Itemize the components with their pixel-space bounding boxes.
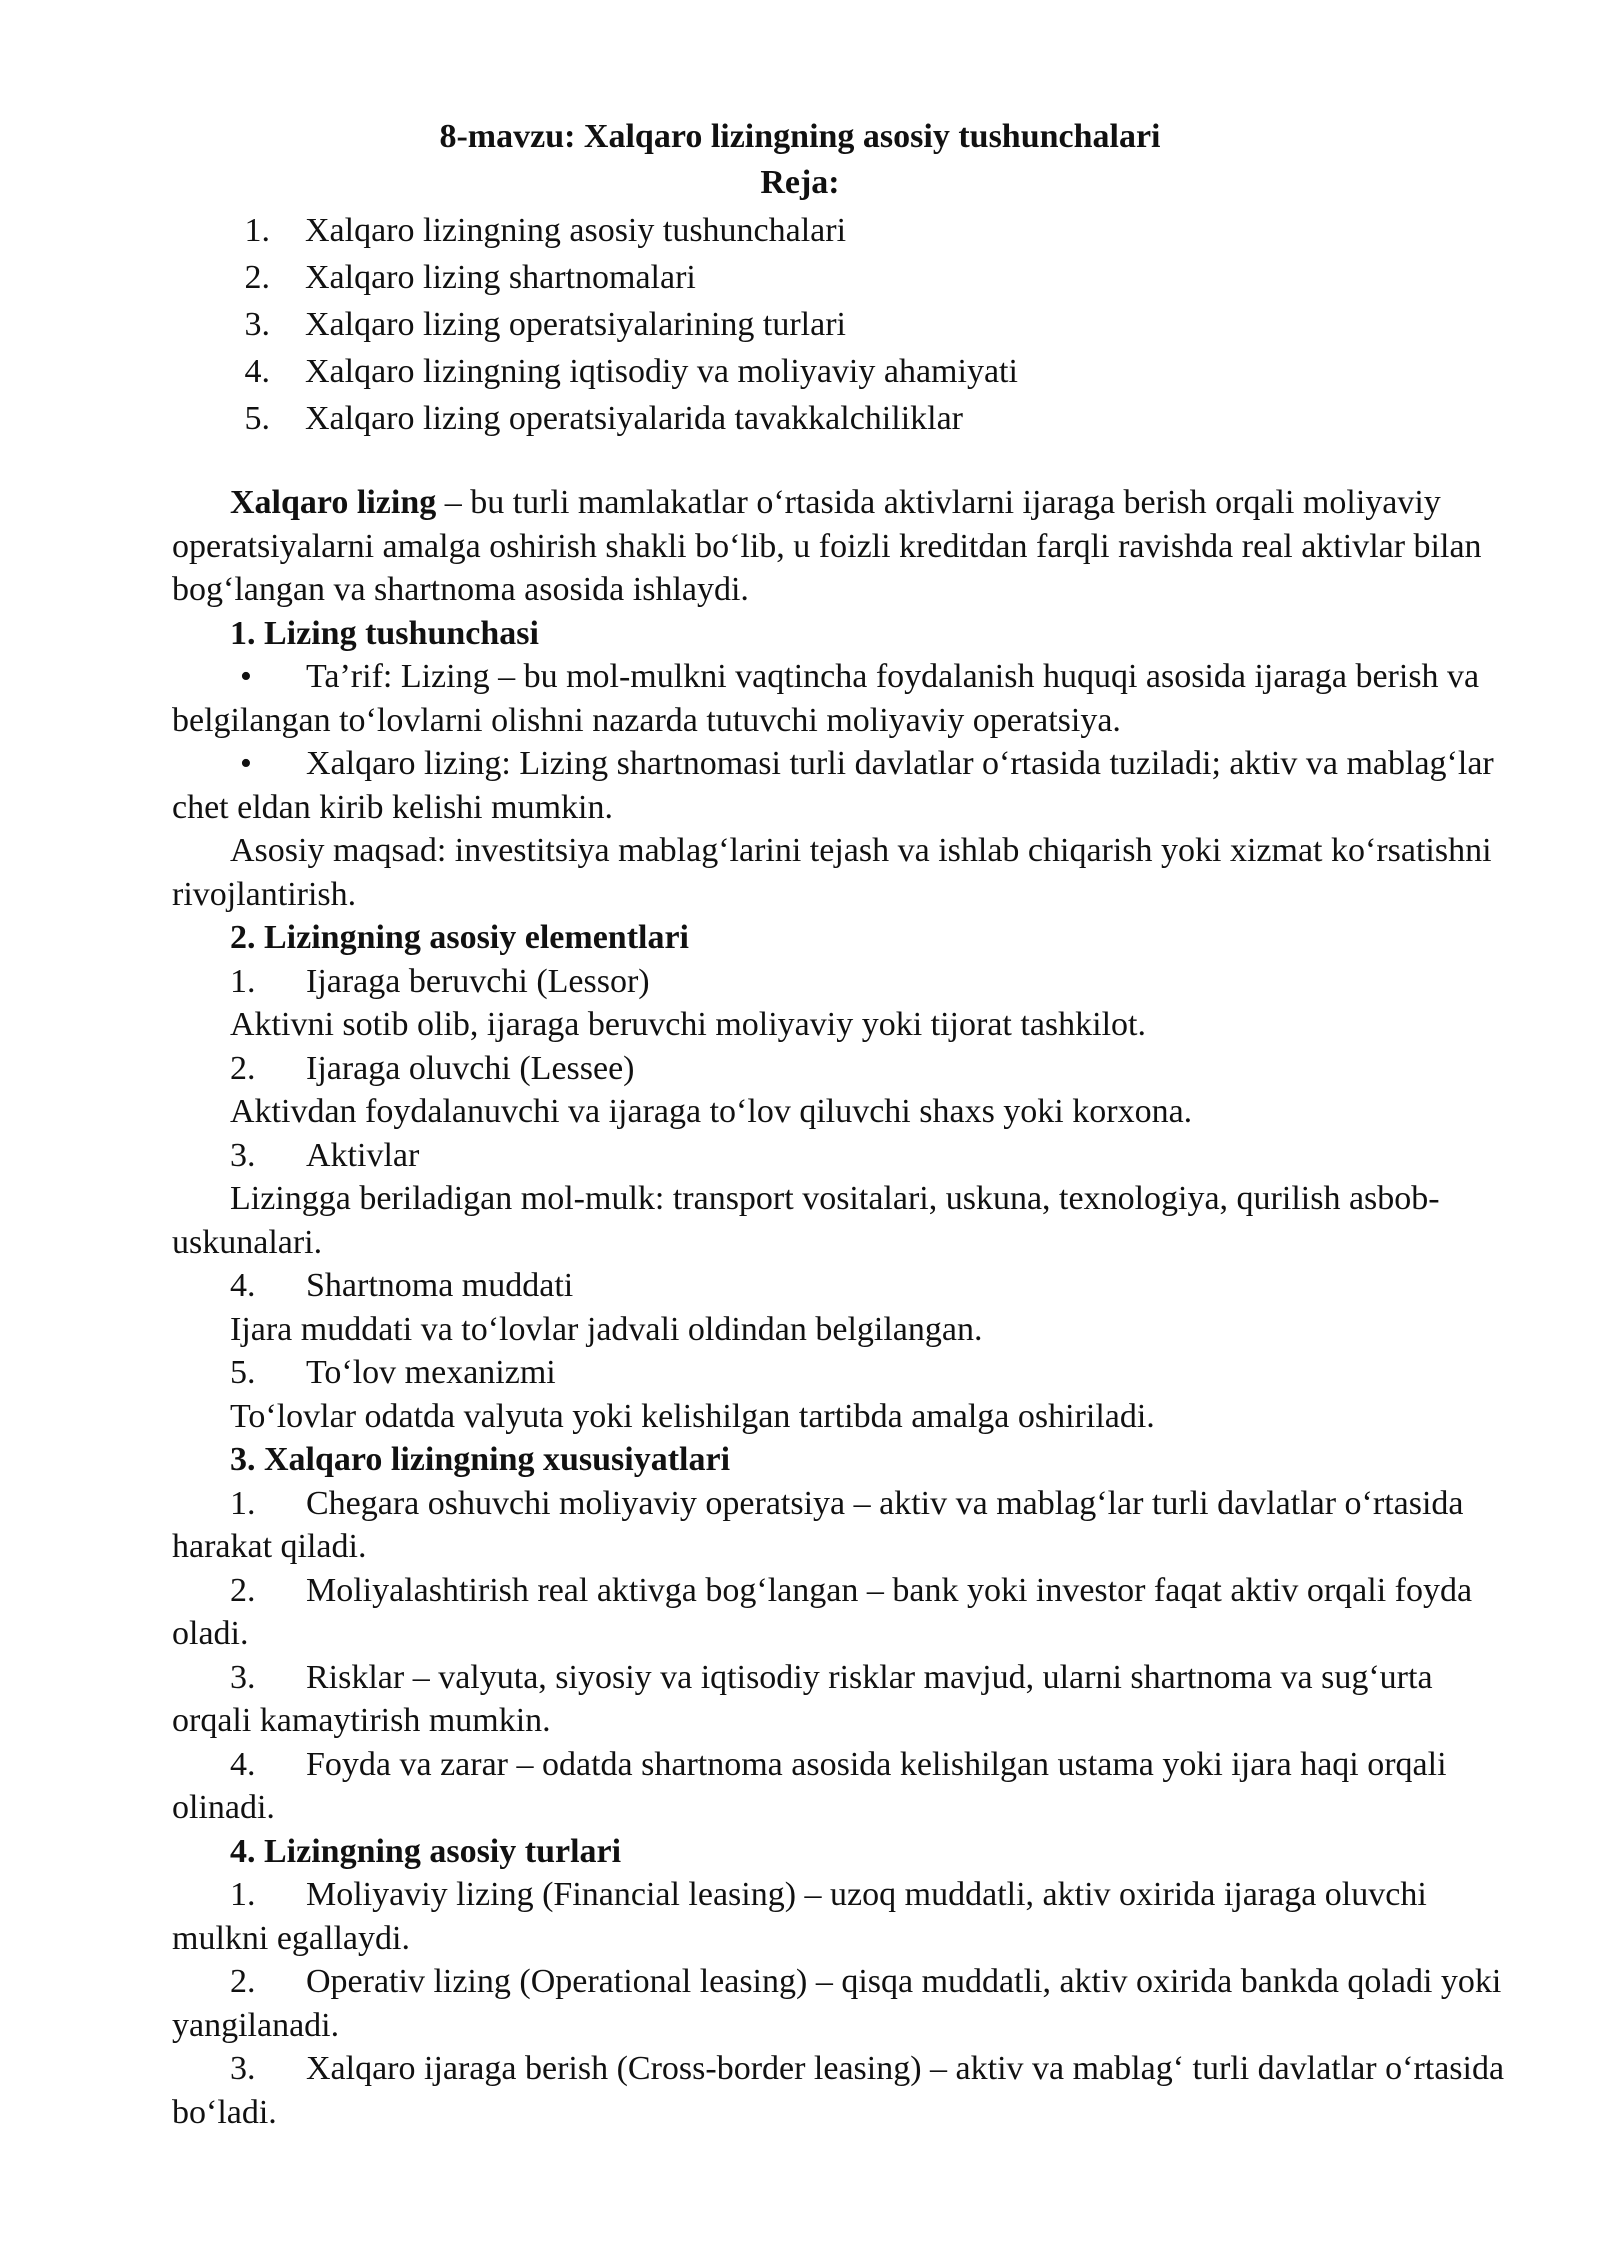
bullet-item — [172, 655, 1512, 742]
element-label: 4. Shartnoma muddati — [230, 1267, 574, 1304]
plan-item-number: 3. — [244, 306, 270, 343]
section-heading: 4. Lizingning asosiy turlari — [230, 1832, 622, 1870]
element-label: 5. Toʻlov mexanizmi — [230, 1354, 556, 1391]
element-label: 1. Ijaraga beruvchi (Lessor) — [230, 962, 650, 1000]
element-label: 3. Aktivlar — [230, 1136, 420, 1174]
bullet-text: Ta’rif: Lizing – bu mol-mulkni vaqtincha foydalanish huquqi asosida ijaraga berish va belgilangan toʻlovlarni olishni nazarda tutuvchi moliyaviy operatsiya. — [172, 658, 1480, 739]
intro-paragraph — [172, 481, 1512, 612]
bullet-mark: • — [240, 745, 252, 782]
plan-item-number: 4. — [244, 353, 270, 390]
plan-item — [0, 207, 1600, 254]
document-body — [172, 481, 1512, 2134]
bullet-item — [172, 742, 1512, 829]
type-item: 2. Operativ lizing (Operational leasing) – qisqa muddatli, aktiv oxirida bankda qoladi yoki yangilanadi. — [172, 1963, 1502, 2044]
plan-item — [0, 301, 1600, 348]
plan-item-number: 2. — [244, 259, 270, 296]
feature-item: 3. Risklar – valyuta, siyosiy va iqtisodiy risklar mavjud, ularni shartnoma va sugʻurta orqali kamaytirish mumkin. — [172, 1658, 1433, 1739]
element-description: Aktivni sotib olib, ijaraga beruvchi moliyaviy yoki tijorat tashkilot. — [230, 1006, 1146, 1043]
element-description: Lizingga beriladigan mol-mulk: transport vositalari, uskuna, texnologiya, qurilish asbob-uskunalari. — [172, 1180, 1440, 1261]
element-description: Toʻlovlar odatda valyuta yoki kelishilgan tartibda amalga oshiriladi. — [230, 1397, 1155, 1435]
plan-item-text: Xalqaro lizing operatsiyalarida tavakkalchiliklar — [305, 400, 964, 437]
plan-item — [0, 254, 1600, 301]
element-label: 2. Ijaraga oluvchi (Lessee) — [230, 1049, 635, 1087]
plan-item-number: 1. — [244, 212, 270, 249]
plan-item-text: Xalqaro lizing shartnomalari — [305, 259, 696, 296]
plan-item — [0, 348, 1600, 395]
intro-term: Xalqaro lizing — [230, 484, 437, 521]
section-heading: 2. Lizingning asosiy elementlari — [230, 919, 689, 956]
plan-item-number: 5. — [244, 400, 270, 437]
plan-item-text: Xalqaro lizingning iqtisodiy va moliyaviy ahamiyati — [305, 353, 1018, 390]
feature-item: 1. Chegara oshuvchi moliyaviy operatsiya – aktiv va mablagʻlar turli davlatlar oʻrtasida harakat qiladi. — [172, 1484, 1464, 1565]
feature-item: 4. Foyda va zarar – odatda shartnoma asosida kelishilgan ustama yoki ijara haqi orqali olinadi. — [172, 1745, 1447, 1826]
feature-item: 2. Moliyalashtirish real aktivga bogʻlangan – bank yoki investor faqat aktiv orqali foyda oladi. — [172, 1571, 1473, 1652]
plan-item — [0, 395, 1600, 442]
intro-text: – bu turli mamlakatlar oʻrtasida aktivlarni ijaraga berish orqali moliyaviy operatsiyalarni amalga oshirish shakli boʻlib, u foizli kreditdan farqli ravishda real aktivlar bilan bogʻlangan va shartnoma asosida ishlaydi. — [172, 484, 1482, 608]
plan-item-text: Xalqaro lizing operatsiyalarining turlari — [305, 306, 846, 343]
goal-paragraph: Asosiy maqsad: investitsiya mablagʻlarini tejash va ishlab chiqarish yoki xizmat koʻrsatishni rivojlantirish. — [172, 832, 1492, 913]
plan-list — [0, 207, 1600, 442]
type-item: 3. Xalqaro ijaraga berish (Cross-border leasing) – aktiv va mablagʻ turli davlatlar oʻrtasida boʻladi. — [172, 2050, 1505, 2131]
section-heading: 1. Lizing tushunchasi — [230, 614, 539, 652]
bullet-text: Xalqaro lizing: Lizing shartnomasi turli davlatlar oʻrtasida tuziladi; aktiv va mablagʻlar chet eldan kirib kelishi mumkin. — [172, 745, 1494, 826]
element-description: Ijara muddati va toʻlovlar jadvali oldindan belgilangan. — [230, 1310, 983, 1348]
bullet-mark: • — [240, 658, 252, 695]
element-description: Aktivdan foydalanuvchi va ijaraga toʻlov qiluvchi shaxs yoki korxona. — [230, 1093, 1193, 1130]
document-title: 8-mavzu: Xalqaro lizingning asosiy tushunchalari — [439, 118, 1161, 155]
section-heading: 3. Xalqaro lizingning xususiyatlari — [230, 1441, 731, 1478]
plan-item-text: Xalqaro lizingning asosiy tushunchalari — [305, 212, 847, 249]
plan-heading: Reja: — [760, 164, 840, 201]
type-item: 1. Moliyaviy lizing (Financial leasing) – uzoq muddatli, aktiv oxirida ijaraga oluvchi mulkni egallaydi. — [172, 1876, 1427, 1957]
